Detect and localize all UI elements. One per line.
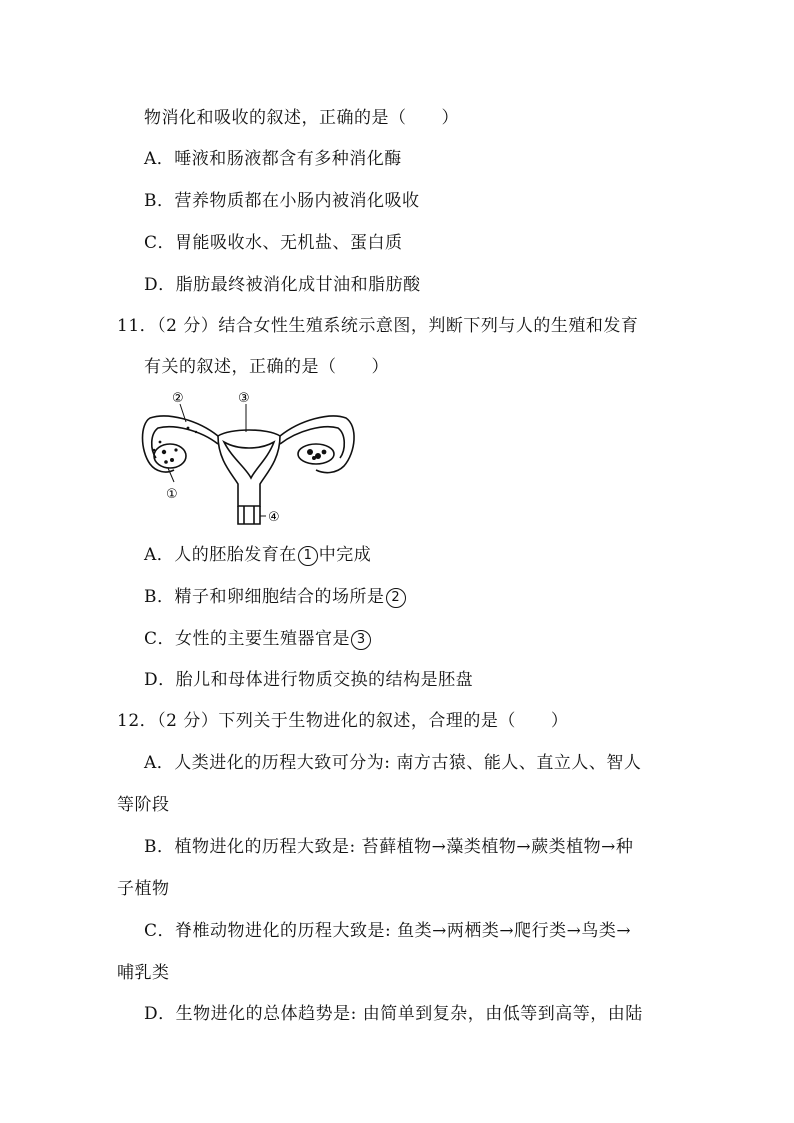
q10-option-b: B．营养物质都在小肠内被消化吸收	[144, 191, 420, 211]
q12-option-b-line1: B．植物进化的历程大致是: 苔藓植物→藻类植物→蕨类植物→种	[144, 837, 634, 857]
q11-stem-line2: 有关的叙述，正确的是（ ）	[144, 357, 389, 377]
q11-stem-line1: 11．（2 分）结合女性生殖系统示意图，判断下列与人的生殖和发育	[117, 316, 639, 336]
circled-number-1: 1	[298, 546, 318, 566]
q12-option-a-line1: A．人类进化的历程大致可分为: 南方古猿、能人、直立人、智人	[144, 753, 642, 773]
q12-option-a-line2: 等阶段	[117, 795, 170, 815]
q11-option-c: C．女性的主要生殖器官是 3	[144, 627, 372, 651]
female-reproductive-system-diagram	[138, 388, 363, 530]
q11-option-b: B．精子和卵细胞结合的场所是 2	[144, 585, 407, 609]
circled-number-3: 3	[351, 630, 371, 650]
q12-option-b-line2: 子植物	[117, 879, 170, 899]
q10-option-d: D．脂肪最终被消化成甘油和脂肪酸	[144, 275, 421, 295]
q11-option-d: D．胎儿和母体进行物质交换的结构是胚盘	[144, 670, 474, 690]
circled-number-2: 2	[386, 588, 406, 608]
diagram-label-4: ④	[268, 510, 280, 525]
q10-option-c: C．胃能吸收水、无机盐、蛋白质	[144, 233, 403, 253]
q12-option-c-line1: C．脊椎动物进化的历程大致是: 鱼类→两栖类→爬行类→鸟类→	[144, 921, 632, 941]
q10-stem-tail: 物消化和吸收的叙述，正确的是（ ）	[144, 108, 459, 128]
q12-option-d-line1: D．生物进化的总体趋势是: 由简单到复杂，由低等到高等，由陆	[144, 1004, 643, 1024]
q12-stem: 12．（2 分）下列关于生物进化的叙述，合理的是（ ）	[117, 711, 569, 731]
q10-option-a: A．唾液和肠液都含有多种消化酶	[144, 149, 402, 169]
diagram-label-3: ③	[238, 391, 250, 406]
diagram-label-2: ②	[172, 391, 184, 406]
q11-option-a: A．人的胚胎发育在 1 中完成	[144, 545, 372, 565]
q12-option-c-line2: 哺乳类	[117, 963, 170, 983]
diagram-label-1: ①	[166, 487, 178, 502]
